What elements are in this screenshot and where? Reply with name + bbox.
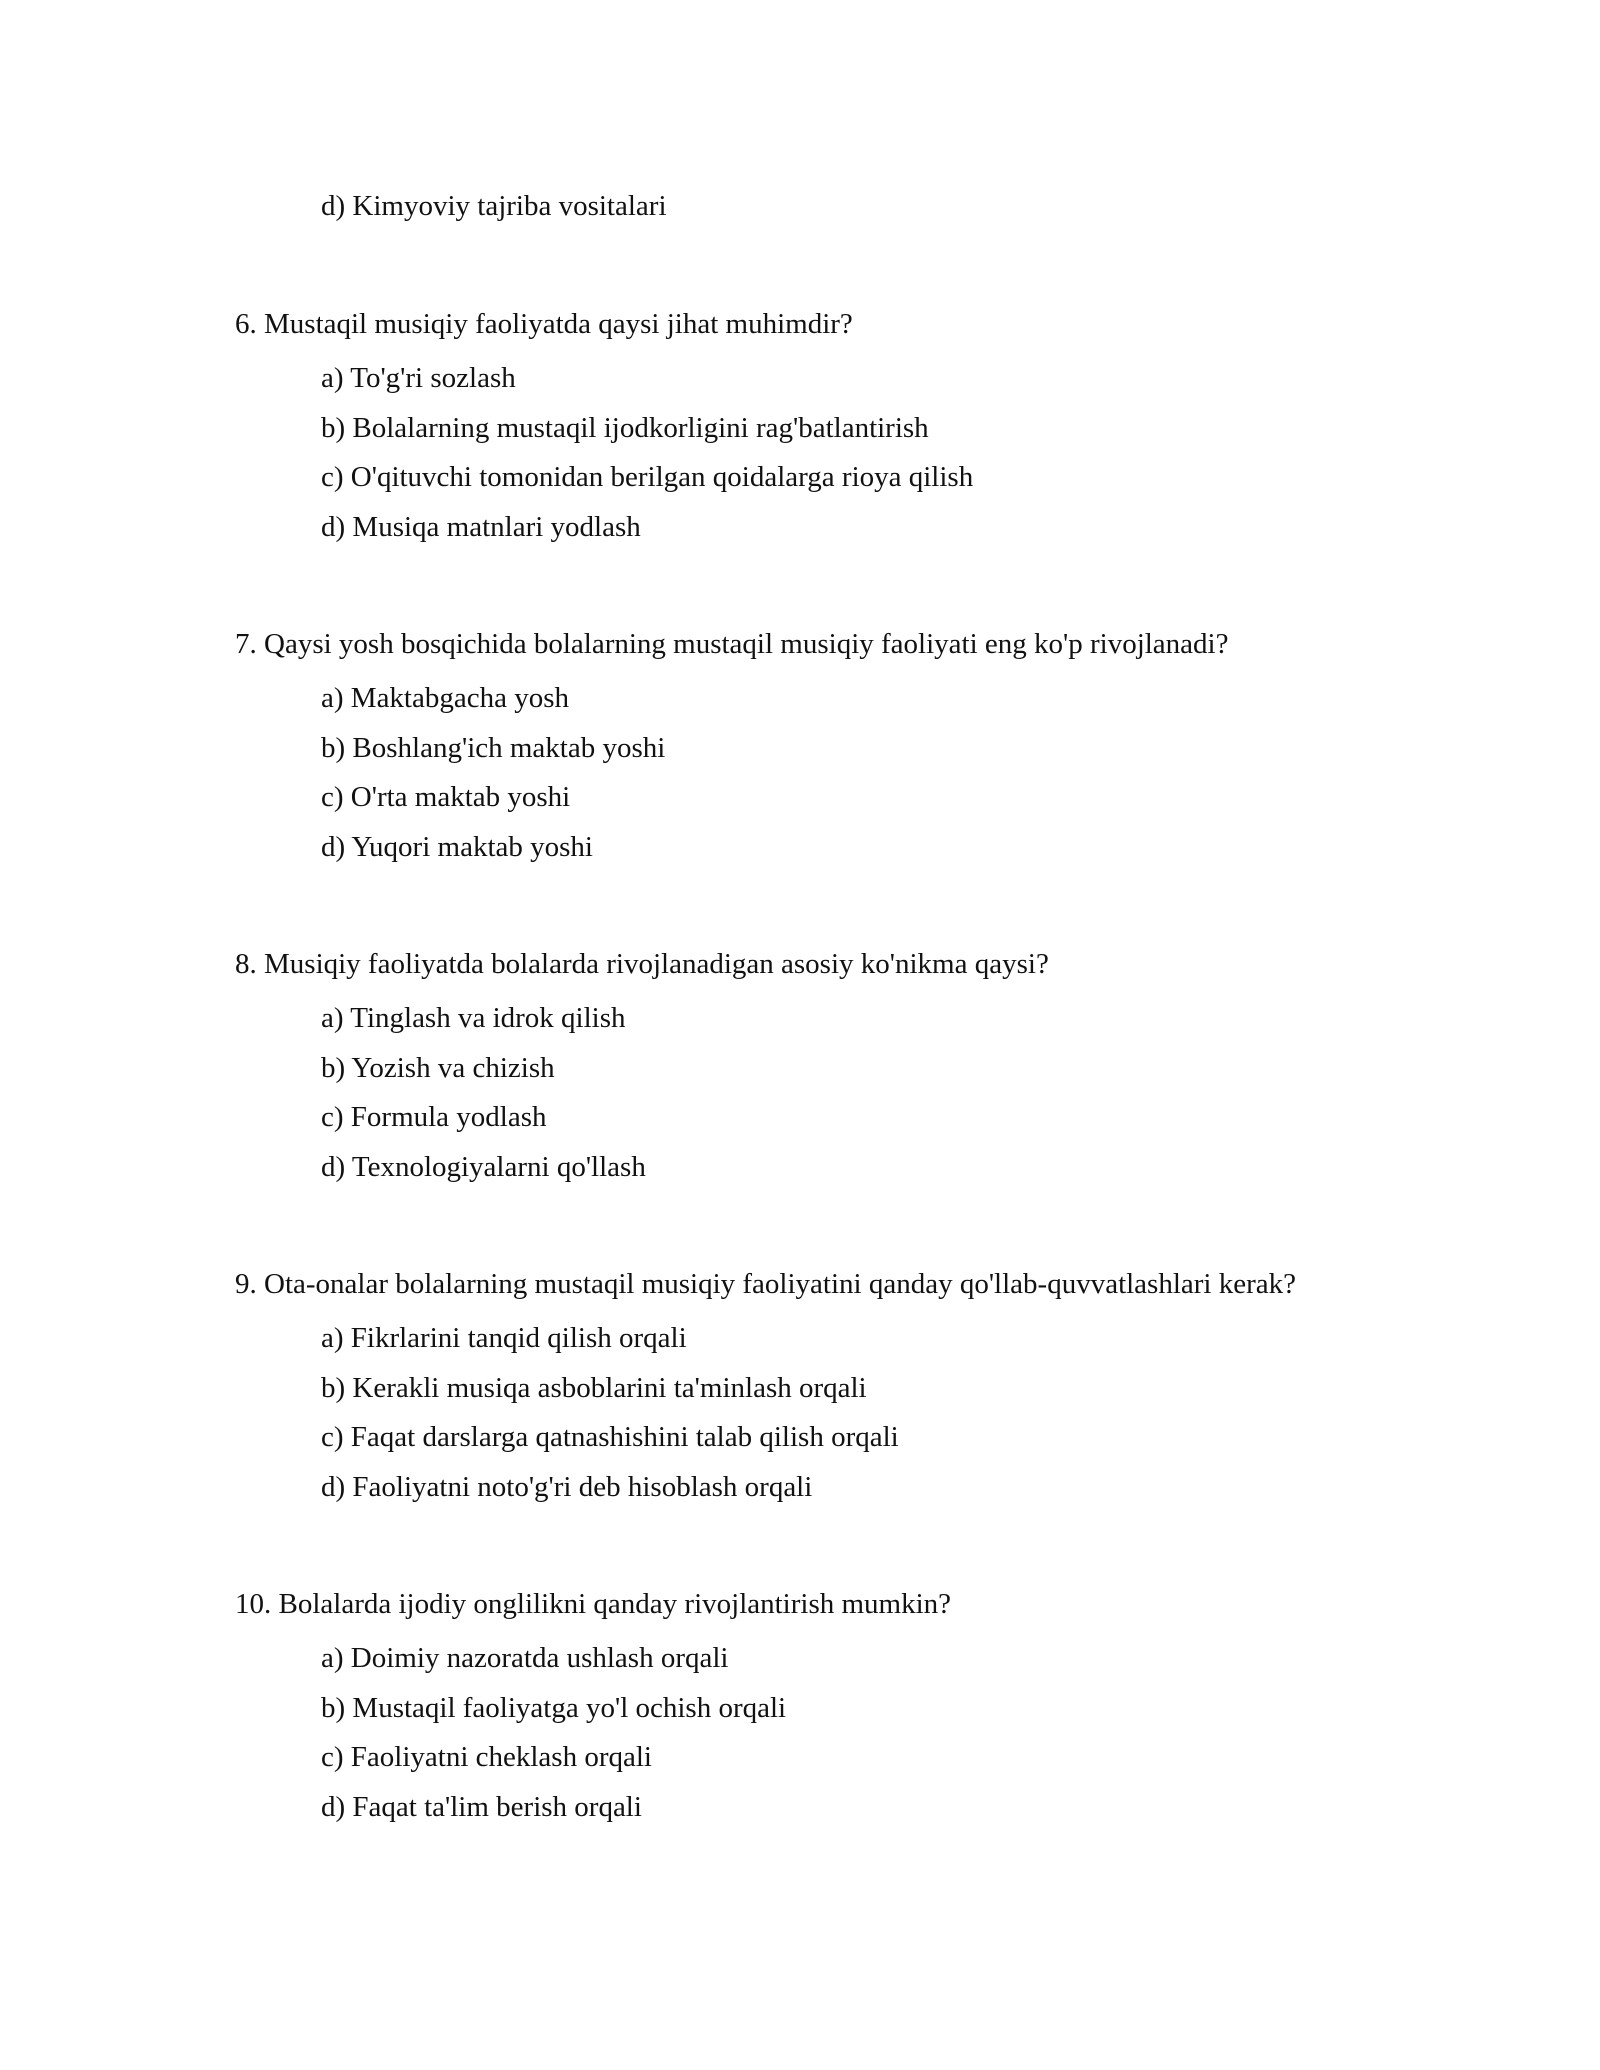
answer-option-b: b) Boshlang'ich maktab yoshi bbox=[321, 731, 666, 764]
answer-options bbox=[235, 1634, 1345, 1832]
question-6 bbox=[235, 303, 1345, 552]
answer-option-a: a) Fikrlarini tanqid qilish orqali bbox=[321, 1322, 687, 1354]
answer-option-d: d) Texnologiyalarni qo'llash bbox=[321, 1150, 646, 1183]
answer-option-c: c) O'qituvchi tomonidan berilgan qoidalarga rioya qilish bbox=[321, 461, 974, 493]
question-9 bbox=[235, 1263, 1345, 1512]
answer-option-c: c) Faqat darslarga qatnashishini talab qilish orqali bbox=[321, 1421, 899, 1453]
answer-option-c: c) O'rta maktab yoshi bbox=[321, 781, 571, 813]
answer-option-b: b) Kerakli musiqa asboblarini ta'minlash orqali bbox=[321, 1371, 867, 1404]
question-8 bbox=[235, 943, 1345, 1192]
answer-option-d: d) Musiqa matnlari yodlash bbox=[321, 510, 641, 543]
answer-option-c: c) Formula yodlash bbox=[321, 1101, 547, 1133]
question-list bbox=[235, 303, 1345, 1903]
answer-option-d: d) Yuqori maktab yoshi bbox=[321, 830, 593, 863]
answer-option-b: b) Mustaqil faoliyatga yo'l ochish orqali bbox=[321, 1691, 787, 1724]
question-text: 10. Bolalarda ijodiy onglilikni qanday rivojlantirish mumkin? bbox=[235, 1588, 952, 1620]
answer-option-a: a) To'g'ri sozlash bbox=[321, 362, 516, 394]
question-10 bbox=[235, 1583, 1345, 1832]
answer-option-a: a) Tinglash va idrok qilish bbox=[321, 1002, 626, 1034]
answer-options bbox=[235, 674, 1345, 872]
answer-options bbox=[235, 1314, 1345, 1512]
question-text: 9. Ota-onalar bolalarning mustaqil musiqiy faoliyatini qanday qo'llab-quvvatlashlari kerak? bbox=[235, 1268, 1297, 1300]
answer-options bbox=[235, 994, 1345, 1192]
answer-option-c: c) Faoliyatni cheklash orqali bbox=[321, 1741, 652, 1773]
answer-option-d: d) Faoliyatni noto'g'ri deb hisoblash orqali bbox=[321, 1470, 813, 1503]
answer-option-a: a) Maktabgacha yosh bbox=[321, 682, 570, 714]
answer-option-a: a) Doimiy nazoratda ushlash orqali bbox=[321, 1642, 729, 1674]
answer-option-b: b) Bolalarning mustaqil ijodkorligini rag'batlantirish bbox=[321, 411, 929, 444]
answer-options bbox=[235, 354, 1345, 552]
question-7 bbox=[235, 623, 1345, 872]
answer-option-b: b) Yozish va chizish bbox=[321, 1051, 555, 1084]
question-text: 8. Musiqiy faoliyatda bolalarda rivojlanadigan asosiy ko'nikma qaysi? bbox=[235, 948, 1049, 980]
question-text: 7. Qaysi yosh bosqichida bolalarning mustaqil musiqiy faoliyati eng ko'p rivojlanadi? bbox=[235, 628, 1229, 660]
carried-over-option: d) Kimyoviy tajriba vositalari bbox=[321, 190, 667, 222]
answer-option-d: d) Faqat ta'lim berish orqali bbox=[321, 1790, 642, 1823]
question-text: 6. Mustaqil musiqiy faoliyatda qaysi jihat muhimdir? bbox=[235, 308, 853, 340]
